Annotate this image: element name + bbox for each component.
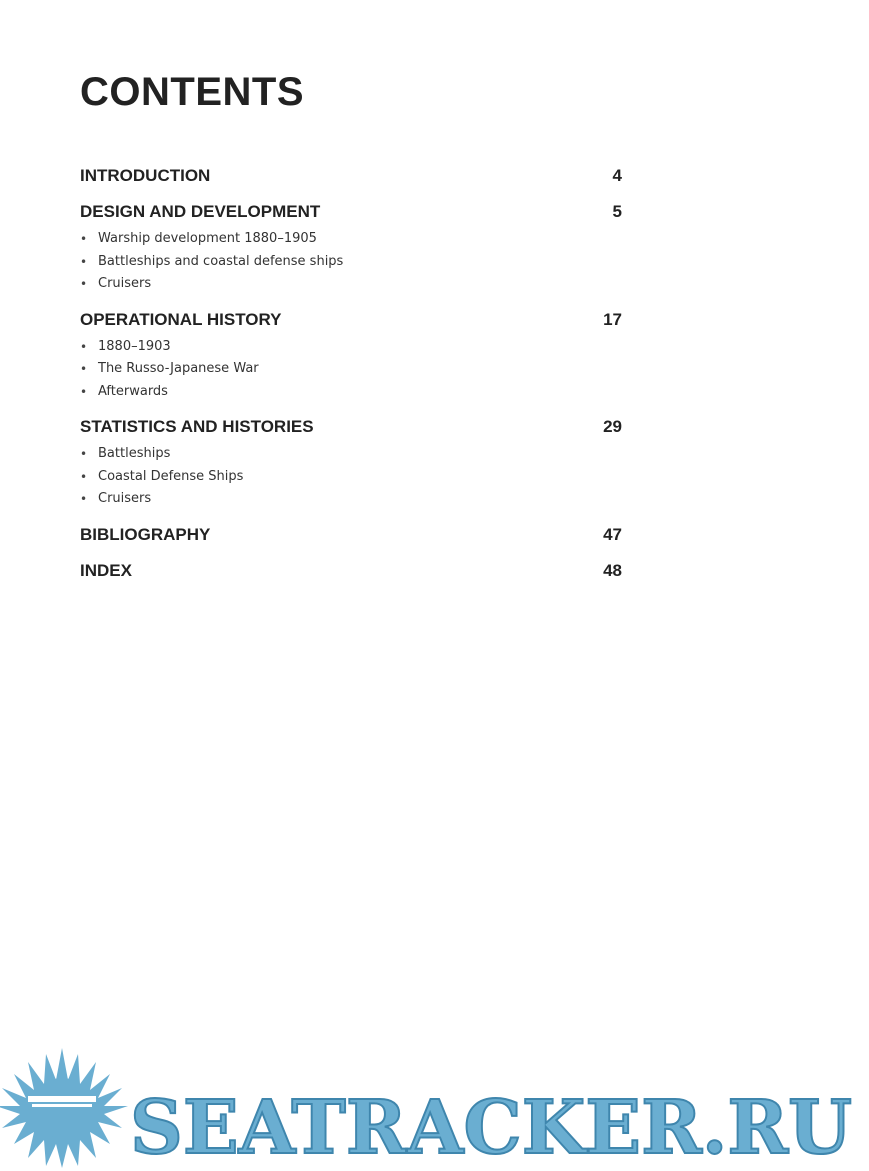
toc-sublist	[80, 228, 622, 296]
sun-icon	[0, 1048, 128, 1168]
toc-section-introduction	[80, 166, 622, 188]
toc-page-number: 47	[603, 524, 622, 544]
toc-entry	[80, 561, 622, 583]
toc-section-bibliography	[80, 525, 622, 547]
bullet-icon: •	[80, 492, 88, 506]
toc-entry	[80, 202, 622, 224]
toc-heading: OPERATIONAL HISTORY	[80, 309, 282, 329]
toc-subitem-label: 1880–1903	[98, 338, 171, 354]
toc-subitem	[80, 336, 622, 359]
bullet-icon: •	[80, 254, 88, 269]
toc-page-number: 4	[612, 166, 622, 185]
toc-page-number: 5	[612, 202, 622, 221]
toc-heading: INTRODUCTION	[80, 166, 211, 185]
toc-section-index	[80, 561, 622, 583]
toc-subitem	[80, 488, 622, 511]
bullet-icon: •	[80, 232, 88, 246]
toc-sublist	[80, 443, 622, 511]
toc-entry	[80, 417, 622, 439]
bullet-icon: •	[80, 339, 88, 354]
toc-heading: INDEX	[80, 560, 132, 580]
toc-subitem	[80, 381, 622, 404]
bullet-icon: •	[80, 469, 88, 484]
bullet-icon: •	[80, 447, 88, 461]
toc-subitem-label: Battleships	[98, 446, 171, 461]
bullet-icon: •	[80, 362, 88, 376]
watermark-logo	[0, 1040, 869, 1171]
toc-subitem-label: Cruisers	[98, 276, 152, 291]
bullet-icon: •	[80, 384, 88, 399]
toc-section-statistics-and-histories	[80, 417, 622, 511]
toc-subitem	[80, 358, 622, 381]
toc-subitem-label: Coastal Defense Ships	[98, 468, 244, 484]
toc-subitem	[80, 466, 622, 489]
toc-subitem	[80, 251, 622, 274]
toc-section-operational-history	[80, 310, 622, 404]
bullet-icon: •	[80, 277, 88, 291]
toc-page-number: 29	[603, 417, 622, 436]
toc-entry	[80, 525, 622, 547]
table-of-contents	[80, 166, 622, 597]
toc-heading: STATISTICS AND HISTORIES	[80, 417, 314, 436]
toc-subitem-label: Afterwards	[98, 383, 168, 399]
toc-subitem-label: Warship development 1880–1905	[98, 231, 317, 246]
toc-entry	[80, 166, 622, 188]
toc-heading: DESIGN AND DEVELOPMENT	[80, 202, 321, 221]
toc-subitem	[80, 443, 622, 466]
watermark-text: SEATRACKER.RU	[130, 1085, 852, 1171]
page-title: CONTENTS	[80, 70, 304, 114]
toc-entry	[80, 310, 622, 332]
toc-subitem-label: Battleships and coastal defense ships	[98, 253, 344, 269]
toc-subitem	[80, 273, 622, 296]
toc-subitem	[80, 228, 622, 251]
toc-sublist	[80, 336, 622, 404]
toc-page-number: 17	[603, 309, 622, 329]
toc-subitem-label: The Russo-Japanese War	[98, 361, 259, 376]
toc-heading: BIBLIOGRAPHY	[80, 524, 211, 544]
toc-page-number: 48	[603, 560, 622, 580]
toc-subitem-label: Cruisers	[98, 491, 152, 506]
toc-section-design-and-development	[80, 202, 622, 296]
